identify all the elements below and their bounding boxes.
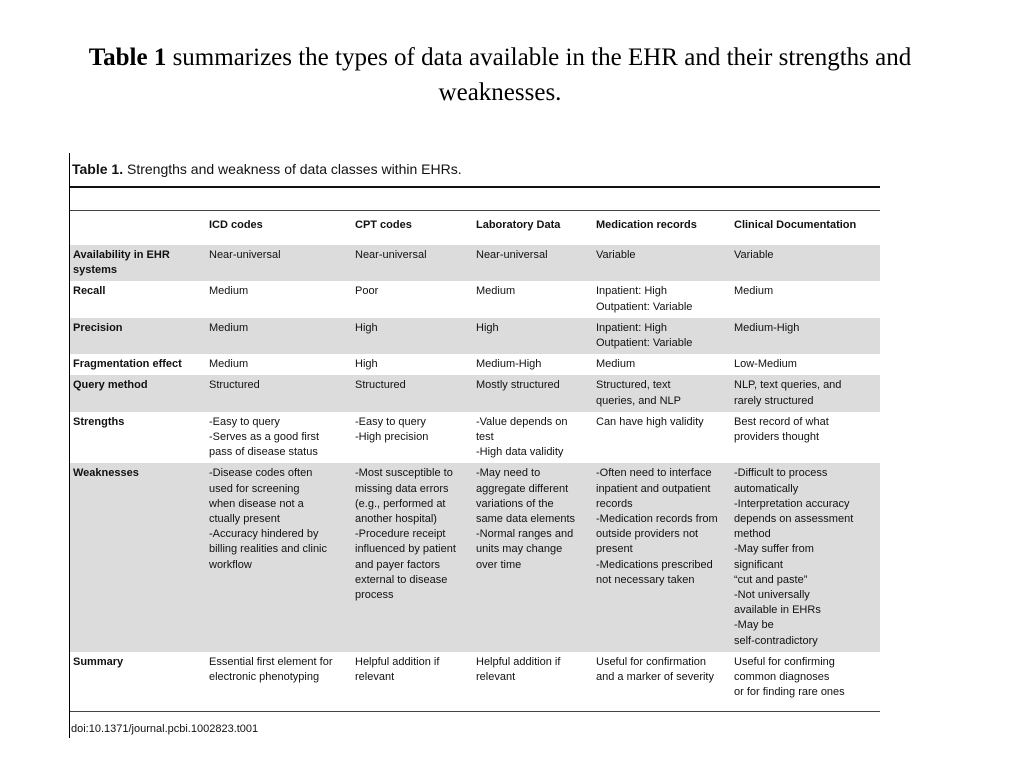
row-label: Fragmentation effect	[73, 358, 182, 371]
table-cell: -Often need to interface inpatient and outpatient records -Medication records from outside providers not present -Medications prescribed not necessary taken	[593, 463, 731, 651]
table-top-rule	[70, 186, 880, 188]
slide-heading	[60, 40, 940, 110]
table-cell: Structured	[206, 375, 352, 411]
table-cell: Medium	[476, 285, 516, 298]
table-cell: -Disease codes often used for screening when disease not a ctually present -Accuracy hindered by billing realities and clinic workflow	[206, 463, 352, 651]
table-cell: Medium	[596, 358, 636, 371]
data-classes-table	[70, 212, 880, 703]
heading-text: summarizes the types of data available in the EHR and their strengths and weaknesses.	[166, 44, 912, 106]
column-header: ICD codes	[209, 219, 263, 231]
table-caption-text: Strengths and weakness of data classes within EHRs.	[123, 161, 462, 177]
table-cell: -Value depends on test -High data validity	[476, 415, 568, 459]
table-cell: Variable	[731, 245, 880, 281]
table-row	[70, 412, 880, 464]
table-doi: doi:10.1371/journal.pcbi.1002823.t001	[71, 723, 259, 735]
row-label: Query method	[70, 375, 206, 411]
table-cell: Medium	[209, 285, 249, 298]
table-cell: Helpful addition if relevant	[355, 655, 440, 684]
table-row	[70, 318, 880, 354]
row-label: Strengths	[73, 415, 125, 428]
table-cell: Near-universal	[352, 245, 473, 281]
table-cell: Medium-High	[731, 318, 880, 354]
table-cell: Near-universal	[473, 245, 593, 281]
column-header: Laboratory Data	[476, 219, 561, 231]
table-cell: Medium-High	[476, 358, 542, 371]
table-cell: Structured, text queries, and NLP	[593, 375, 731, 411]
table-cell: Medium	[209, 358, 249, 371]
row-label: Availability in EHR systems	[70, 245, 206, 281]
table-cell: -May need to aggregate different variations of the same data elements -Normal ranges and units may change over time	[473, 463, 593, 651]
table-cell: Essential first element for electronic phenotyping	[209, 655, 333, 684]
table-cell: High	[355, 358, 378, 371]
table-bottom-rule	[70, 711, 880, 712]
table-cell: High	[473, 318, 593, 354]
table-cell: -Easy to query -Serves as a good first pass of disease status	[209, 415, 320, 459]
row-label: Recall	[73, 285, 106, 298]
row-label: Precision	[70, 318, 206, 354]
column-header: Clinical Documentation	[734, 219, 857, 231]
column-header: Medication records	[596, 219, 697, 231]
column-header-empty	[70, 212, 206, 245]
table-cell: Useful for confirmation and a marker of severity	[596, 655, 714, 684]
table-cell: Helpful addition if relevant	[476, 655, 561, 684]
table-cell: Best record of what providers thought	[734, 415, 829, 444]
table-cell: -Easy to query -High precision	[355, 415, 429, 444]
table-cell: -Most susceptible to missing data errors (e.g., performed at another hospital) -Procedure receipt influenced by patient and payer factors external to disease process	[352, 463, 473, 651]
table-cell: Useful for confirming common diagnoses or for finding rare ones	[734, 655, 845, 699]
column-header: CPT codes	[355, 219, 412, 231]
table-cell: Low-Medium	[734, 358, 797, 371]
table-cell: NLP, text queries, and rarely structured	[731, 375, 880, 411]
table-cell: Poor	[355, 285, 379, 298]
table-row	[70, 375, 880, 411]
table-cell: Inpatient: High Outpatient: Variable	[596, 285, 693, 313]
table-cell: Medium	[734, 285, 774, 298]
table-caption	[72, 161, 462, 177]
table-cell: High	[352, 318, 473, 354]
table-cell: Structured	[352, 375, 473, 411]
table-row	[70, 652, 880, 704]
table-cell: Variable	[593, 245, 731, 281]
table-cell: Mostly structured	[473, 375, 593, 411]
table-cell: Can have high validity	[596, 415, 704, 428]
row-label: Summary	[73, 655, 124, 668]
table-caption-label: Table 1.	[72, 161, 124, 177]
table-row	[70, 245, 880, 281]
table-row	[70, 463, 880, 651]
table-header-row	[70, 212, 880, 245]
row-label: Weaknesses	[70, 463, 206, 651]
heading-bold: Table 1	[88, 44, 167, 71]
table-header-top-rule	[70, 210, 880, 211]
table-cell: -Difficult to process automatically -Interpretation accuracy depends on assessment method -May suffer from significant “cut and paste” -Not universally available in EHRs -May be self-contradictory	[731, 463, 880, 651]
table-row	[70, 354, 880, 375]
table-cell: Medium	[206, 318, 352, 354]
table-body	[70, 245, 880, 703]
table-row	[70, 281, 880, 317]
table-cell: Inpatient: High Outpatient: Variable	[593, 318, 731, 354]
table-cell: Near-universal	[206, 245, 352, 281]
